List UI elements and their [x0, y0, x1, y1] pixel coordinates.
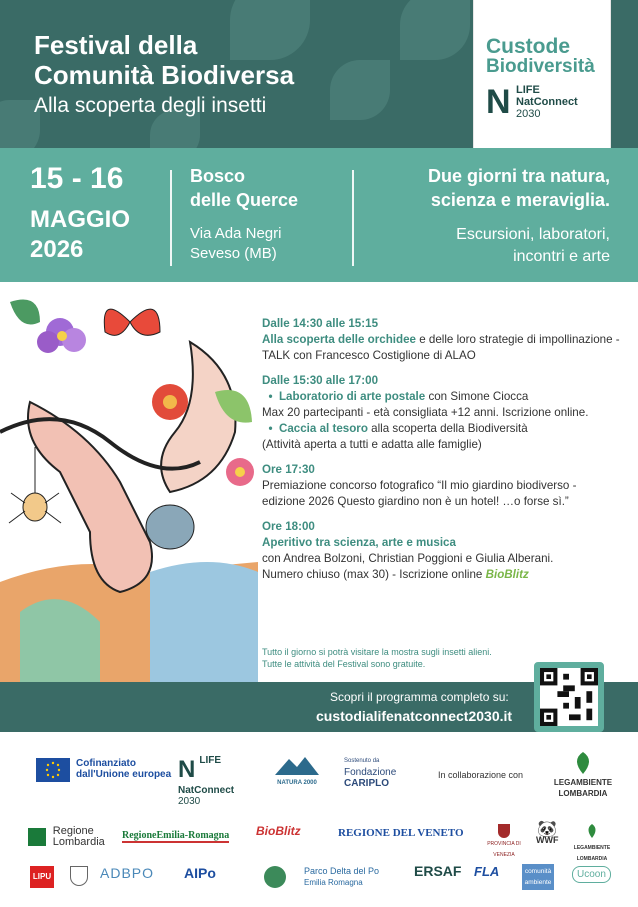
event-tagline: Due giorni tra natura, scienza e meraviglia.: [427, 166, 610, 210]
page-subtitle: Alla scoperta degli insetti: [34, 94, 267, 117]
event-venue: Bosco delle Querce: [190, 166, 299, 210]
event-activities: Escursioni, laboratori, incontri e arte: [456, 226, 610, 265]
pink-flower: [226, 458, 254, 486]
round-emblem-icon: [264, 866, 286, 888]
leaf-decoration: [400, 0, 470, 60]
project-logo-badge: Custode Biodiversità N LIFE NatConnect 2030: [474, 0, 610, 150]
event-days: 15 - 16: [30, 162, 124, 195]
ucoon-logo: Ucoon: [572, 866, 611, 883]
regione-emilia-romagna-logo: RegioneEmilia-Romagna: [122, 830, 230, 841]
footer-cta: Scopri il programma completo su:: [330, 690, 509, 704]
event-month: MAGGIO: [30, 206, 130, 233]
parco-delta-po-logo: Parco Delta del Po Emilia Romagna: [304, 866, 380, 887]
program-item: Dalle 14:30 alle 15:15 Alla scoperta delle orchidee e delle loro strategie di impollinazione - TALK con Francesco Costiglione di ALAO: [262, 317, 620, 362]
natura2000-logo: NATURA 2000: [274, 755, 320, 785]
program-notes: Tutto il giorno si potrà visitare la mostra sugli insetti alieni. Tutte le attività del Festival sono gratuite.: [262, 647, 492, 669]
event-address: Via Ada Negri Seveso (MB): [190, 225, 282, 262]
divider: [170, 170, 172, 266]
fla-logo: FLA: [474, 864, 500, 879]
fondazione-cariplo-logo: Sostenuto da Fondazione CARIPLO: [344, 758, 397, 789]
life-natconnect-logo: N LIFE NatConnect 2030: [178, 755, 235, 807]
wwf-logo: 🐼 WWF: [536, 821, 559, 845]
legambiente-small-logo: LEGAMBIENTE LOMBARDIA: [572, 824, 612, 865]
page-title: Festival della Comunità Biodiversa: [34, 30, 295, 90]
ersaf-logo: ERSAF: [414, 863, 462, 879]
qr-code[interactable]: [534, 662, 604, 732]
eu-flag-icon: [36, 758, 70, 782]
program-item: Ore 18:00 Aperitivo tra scienza, arte e musica con Andrea Bolzoni, Christian Poggioni e Giulia Alberani. Numero chiuso (max 30) - Iscrizione online BioBlitz: [262, 520, 554, 581]
program-item: Dalle 15:30 alle 17:00 • Laboratorio di arte postale con Simone Ciocca Max 20 partecipanti - età consigliata +12 anni. Iscrizione online. • Caccia al tesoro alla scoperta della Biodiversità (Attività aperta a tutti e adatta alle famiglie): [262, 374, 589, 451]
comunita-ambiente-logo: comunità ambiente: [522, 864, 554, 890]
divider: [352, 170, 354, 266]
lipu-logo: LIPU: [30, 866, 54, 888]
red-flower: [152, 384, 188, 420]
bullet-icon: •: [268, 422, 273, 435]
legambiente-logo: LEGAMBIENTE LOMBARDIA: [550, 752, 616, 799]
eu-cofinance-logo: Cofinanziato dall'Unione europea: [76, 758, 172, 780]
aipo-logo: AIPo: [184, 865, 216, 881]
program-item: Ore 17:30 Premiazione concorso fotografico “Il mio giardino biodiverso - edizione 2026 Questo giardino non è un hotel! …o forse sì.”: [262, 463, 577, 508]
leaf-decoration: [330, 60, 390, 120]
website-link[interactable]: custodialifenatconnect2030.it: [316, 708, 513, 724]
program-list: [262, 316, 622, 592]
bioblitz-logo: BioBlitz: [485, 568, 529, 581]
regione-lombardia-logo: Regione Lombardia: [28, 826, 105, 848]
natconnect-n-icon: N: [486, 83, 511, 121]
event-year: 2026: [30, 236, 84, 263]
insects-illustration: [0, 282, 258, 682]
regione-veneto-logo: REGIONE DEL VENETO: [338, 827, 464, 839]
provincia-logo: PROVINCIA DI VENEZIA: [476, 824, 532, 861]
collaboration-label: In collaborazione con: [438, 770, 524, 780]
republic-emblem-icon: [70, 866, 88, 886]
bullet-icon: •: [268, 390, 273, 403]
adbpo-logo: ADBPO: [100, 865, 155, 881]
bioblitz-logo: BioBlitz: [256, 824, 301, 838]
